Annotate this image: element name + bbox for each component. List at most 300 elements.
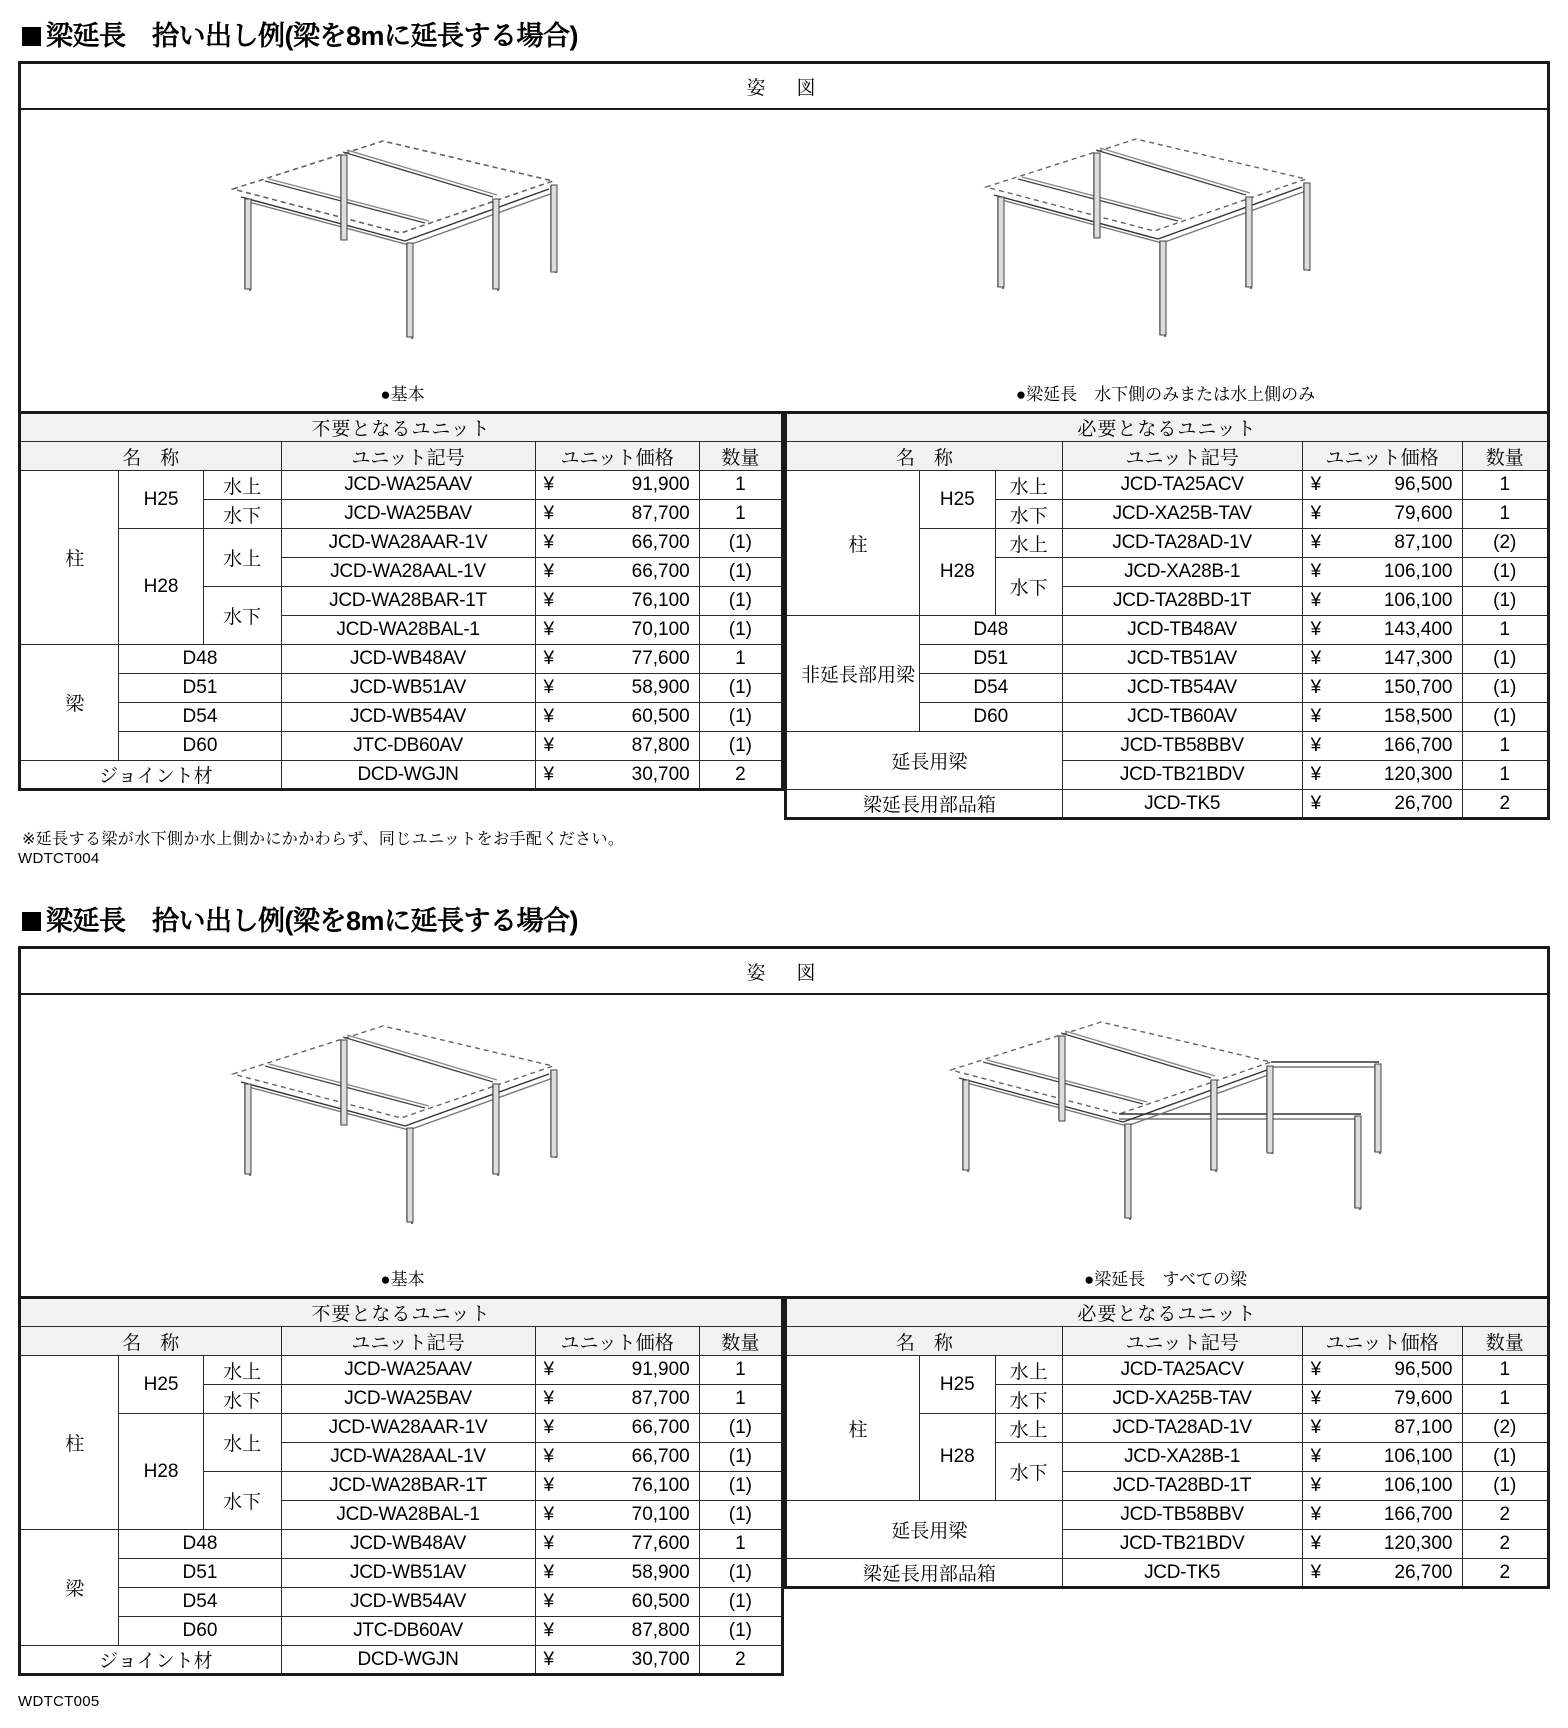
unit-code: JCD-TB48AV bbox=[1062, 616, 1302, 645]
table-row bbox=[786, 1559, 1549, 1588]
unit-price bbox=[1302, 1385, 1462, 1414]
table-row-filler bbox=[786, 1614, 1549, 1640]
price-value: 106,100 bbox=[1383, 1475, 1453, 1496]
section-1-title bbox=[0, 0, 1568, 61]
unit-price bbox=[1302, 703, 1462, 732]
size-label: H28 bbox=[920, 1414, 996, 1501]
yen-sign: ¥ bbox=[1310, 764, 1322, 785]
yen-sign: ¥ bbox=[543, 1359, 555, 1380]
yen-sign: ¥ bbox=[1310, 648, 1322, 669]
unit-code: JCD-XA28B-1 bbox=[1062, 1443, 1302, 1472]
unit-price bbox=[535, 1356, 699, 1385]
unit-price bbox=[535, 558, 699, 587]
yen-sign: ¥ bbox=[543, 619, 555, 640]
section-2-right-table-wrap bbox=[784, 1296, 1550, 1692]
unit-code: JCD-WA28AAL-1V bbox=[281, 1443, 535, 1472]
price-value: 166,700 bbox=[1383, 1504, 1453, 1525]
unit-qty: 1 bbox=[699, 1530, 782, 1559]
section-2-drawing-body bbox=[21, 995, 1547, 1263]
unit-qty: (1) bbox=[699, 1414, 782, 1443]
section-2-drawing-header: 姿 図 bbox=[21, 949, 1547, 995]
yen-sign: ¥ bbox=[543, 1648, 555, 1670]
unit-price bbox=[535, 674, 699, 703]
yen-sign: ¥ bbox=[1310, 532, 1322, 553]
section-1-right-table-wrap bbox=[784, 411, 1550, 820]
unit-qty: (1) bbox=[699, 1501, 782, 1530]
section-2-left-table-wrap bbox=[18, 1296, 784, 1692]
unit-code: JCD-WA28BAL-1 bbox=[281, 1501, 535, 1530]
unit-qty: (1) bbox=[699, 703, 782, 732]
yen-sign: ¥ bbox=[543, 474, 555, 495]
yen-sign: ¥ bbox=[543, 706, 555, 727]
unit-qty: 1 bbox=[699, 471, 782, 500]
table-row bbox=[20, 1617, 783, 1646]
table-row bbox=[20, 529, 783, 558]
bullet-square-icon bbox=[22, 27, 41, 46]
unit-qty: (1) bbox=[1462, 674, 1549, 703]
unit-price bbox=[1302, 616, 1462, 645]
size-label: H25 bbox=[119, 471, 203, 529]
price-value: 91,900 bbox=[631, 1359, 690, 1380]
group-label: 延長用梁 bbox=[786, 1501, 1063, 1559]
carport-basic-isometric-icon bbox=[193, 119, 613, 369]
table-band-row bbox=[20, 413, 783, 442]
unit-qty: (1) bbox=[699, 1559, 782, 1588]
section-1-tables bbox=[18, 411, 1550, 820]
col-name: 名 称 bbox=[20, 1327, 282, 1356]
price-value: 76,100 bbox=[631, 1475, 690, 1496]
table-column-header-row bbox=[786, 442, 1549, 471]
unit-code: JCD-WA28BAL-1 bbox=[281, 616, 535, 645]
price-value: 96,500 bbox=[1394, 474, 1453, 495]
unit-code: JCD-WA28BAR-1T bbox=[281, 587, 535, 616]
col-price: ユニット価格 bbox=[535, 442, 699, 471]
size-label: D48 bbox=[119, 1530, 281, 1559]
price-value: 166,700 bbox=[1383, 735, 1453, 756]
yen-sign: ¥ bbox=[1310, 1561, 1322, 1583]
price-value: 120,300 bbox=[1383, 764, 1453, 785]
table-row bbox=[786, 471, 1549, 500]
filler-cell bbox=[786, 1588, 1549, 1614]
group-label: 延長用梁 bbox=[786, 732, 1063, 790]
size-label: D51 bbox=[119, 674, 281, 703]
section-2-doc-code: WDTCT005 bbox=[18, 1692, 100, 1710]
unit-price bbox=[535, 1559, 699, 1588]
caption-extended-2: ●梁延長 すべての梁 bbox=[1084, 1270, 1247, 1289]
unit-price bbox=[535, 645, 699, 674]
sub-label: 水下 bbox=[995, 1443, 1062, 1501]
unit-code: JCD-TB21BDV bbox=[1062, 761, 1302, 790]
unit-code: JCD-WA25BAV bbox=[281, 1385, 535, 1414]
yen-sign: ¥ bbox=[543, 735, 555, 756]
unit-qty: 1 bbox=[1462, 1385, 1549, 1414]
unit-price bbox=[1302, 790, 1462, 819]
size-label: D60 bbox=[119, 1617, 281, 1646]
unit-qty: (1) bbox=[1462, 1443, 1549, 1472]
sub-label: 水下 bbox=[203, 1385, 281, 1414]
yen-sign: ¥ bbox=[1310, 1417, 1322, 1438]
table-column-header-row bbox=[786, 1327, 1549, 1356]
price-value: 79,600 bbox=[1394, 1388, 1453, 1409]
unit-price bbox=[535, 1443, 699, 1472]
sub-label: 水下 bbox=[995, 1385, 1062, 1414]
yen-sign: ¥ bbox=[1310, 503, 1322, 524]
carport-beam-extension-isometric-icon bbox=[956, 119, 1376, 369]
group-label: 梁 bbox=[20, 645, 119, 761]
yen-sign: ¥ bbox=[543, 1504, 555, 1525]
unit-qty: 1 bbox=[1462, 471, 1549, 500]
size-label: D48 bbox=[920, 616, 1063, 645]
col-name: 名 称 bbox=[786, 1327, 1063, 1356]
unit-code: JCD-TB51AV bbox=[1062, 645, 1302, 674]
price-value: 60,500 bbox=[631, 706, 690, 727]
unit-price bbox=[1302, 761, 1462, 790]
unit-code: JCD-TK5 bbox=[1062, 1559, 1302, 1588]
unit-code: JCD-TK5 bbox=[1062, 790, 1302, 819]
table-row bbox=[786, 616, 1549, 645]
unnecessary-units-table-1 bbox=[18, 411, 784, 791]
unit-price bbox=[535, 732, 699, 761]
price-value: 120,300 bbox=[1383, 1533, 1453, 1554]
unnecessary-units-table-2 bbox=[18, 1296, 784, 1676]
yen-sign: ¥ bbox=[543, 561, 555, 582]
unit-code: JCD-TB58BBV bbox=[1062, 732, 1302, 761]
unit-qty: 2 bbox=[1462, 1501, 1549, 1530]
unit-qty: (1) bbox=[1462, 1472, 1549, 1501]
unit-qty: (1) bbox=[699, 1617, 782, 1646]
unit-price bbox=[535, 471, 699, 500]
band-label: 不要となるユニット bbox=[20, 413, 783, 442]
price-value: 66,700 bbox=[631, 1417, 690, 1438]
sub-label: 水上 bbox=[995, 1356, 1062, 1385]
price-value: 60,500 bbox=[631, 1591, 690, 1612]
col-qty: 数量 bbox=[1462, 442, 1549, 471]
unit-qty: (1) bbox=[699, 732, 782, 761]
section-1-left-table-wrap bbox=[18, 411, 784, 820]
yen-sign: ¥ bbox=[1310, 677, 1322, 698]
yen-sign: ¥ bbox=[1310, 474, 1322, 495]
yen-sign: ¥ bbox=[543, 1475, 555, 1496]
unit-qty: 1 bbox=[1462, 732, 1549, 761]
yen-sign: ¥ bbox=[1310, 706, 1322, 727]
group-label: 柱 bbox=[20, 1356, 119, 1530]
sub-label: 水下 bbox=[203, 587, 281, 645]
table-band-row bbox=[20, 1298, 783, 1327]
size-label: H28 bbox=[119, 529, 203, 645]
diagram-extended-all-2 bbox=[784, 995, 1547, 1263]
unit-qty: (1) bbox=[699, 529, 782, 558]
unit-code: DCD-WGJN bbox=[281, 761, 535, 790]
unit-price bbox=[1302, 1472, 1462, 1501]
required-units-table-2 bbox=[784, 1296, 1550, 1692]
unit-qty: (1) bbox=[699, 558, 782, 587]
unit-price bbox=[1302, 645, 1462, 674]
group-label: 非延長部用梁 bbox=[786, 616, 920, 732]
unit-qty: 2 bbox=[699, 1646, 782, 1675]
unit-code: JCD-TB58BBV bbox=[1062, 1501, 1302, 1530]
group-label: 梁延長用部品箱 bbox=[786, 790, 1063, 819]
price-value: 58,900 bbox=[631, 1562, 690, 1583]
price-value: 70,100 bbox=[631, 619, 690, 640]
sub-label: 水上 bbox=[995, 529, 1062, 558]
bullet-square-icon bbox=[22, 912, 41, 931]
unit-code: JCD-TB60AV bbox=[1062, 703, 1302, 732]
sub-label: 水下 bbox=[203, 1472, 281, 1530]
unit-price bbox=[1302, 529, 1462, 558]
price-value: 87,100 bbox=[1394, 1417, 1453, 1438]
group-label: 柱 bbox=[20, 471, 119, 645]
section-2 bbox=[0, 885, 1568, 1728]
unit-qty: 1 bbox=[1462, 500, 1549, 529]
unit-code: JTC-DB60AV bbox=[281, 1617, 535, 1646]
section-1-title-text: 梁延長 拾い出し例(梁を8mに延長する場合) bbox=[46, 21, 579, 51]
sub-label: 水上 bbox=[995, 1414, 1062, 1443]
unit-price bbox=[1302, 471, 1462, 500]
section-1-footnote: ※延長する梁が水下側か水上側かにかかわらず、同じユニットをお手配ください。 bbox=[22, 831, 625, 848]
unit-code: JCD-TB54AV bbox=[1062, 674, 1302, 703]
unit-code: JCD-XA25B-TAV bbox=[1062, 500, 1302, 529]
unit-price bbox=[535, 616, 699, 645]
unit-price bbox=[1302, 587, 1462, 616]
section-2-title bbox=[0, 885, 1568, 946]
sub-label: 水下 bbox=[995, 558, 1062, 616]
unit-price bbox=[535, 1385, 699, 1414]
unit-price bbox=[1302, 558, 1462, 587]
size-label: D48 bbox=[119, 645, 281, 674]
yen-sign: ¥ bbox=[543, 532, 555, 553]
unit-qty: (2) bbox=[1462, 1414, 1549, 1443]
price-value: 96,500 bbox=[1394, 1359, 1453, 1380]
unit-qty: 2 bbox=[1462, 790, 1549, 819]
price-value: 70,100 bbox=[631, 1504, 690, 1525]
sub-label: 水上 bbox=[203, 1356, 281, 1385]
unit-code: JCD-WB54AV bbox=[281, 1588, 535, 1617]
unit-price bbox=[535, 529, 699, 558]
unit-price bbox=[1302, 674, 1462, 703]
price-value: 87,700 bbox=[631, 503, 690, 524]
unit-code: JCD-WA25AAV bbox=[281, 1356, 535, 1385]
sub-label: 水上 bbox=[203, 1414, 281, 1472]
unit-qty: (1) bbox=[1462, 587, 1549, 616]
group-label: ジョイント材 bbox=[20, 761, 282, 790]
unit-qty: 1 bbox=[699, 500, 782, 529]
caption-basic-2: ●基本 bbox=[380, 1270, 425, 1289]
price-value: 147,300 bbox=[1383, 648, 1453, 669]
group-label: 柱 bbox=[786, 471, 920, 616]
unit-price bbox=[1302, 1414, 1462, 1443]
yen-sign: ¥ bbox=[1310, 735, 1322, 756]
yen-sign: ¥ bbox=[543, 1533, 555, 1554]
table-row bbox=[20, 1356, 783, 1385]
section-1-drawing-body bbox=[21, 110, 1547, 378]
table-row bbox=[20, 1414, 783, 1443]
col-qty: 数量 bbox=[699, 1327, 782, 1356]
group-label: 柱 bbox=[786, 1356, 920, 1501]
group-label: 梁延長用部品箱 bbox=[786, 1559, 1063, 1588]
price-value: 26,700 bbox=[1394, 1561, 1453, 1583]
unit-price bbox=[535, 1414, 699, 1443]
size-label: H28 bbox=[119, 1414, 203, 1530]
price-value: 106,100 bbox=[1383, 1446, 1453, 1467]
unit-code: JCD-WB48AV bbox=[281, 645, 535, 674]
price-value: 66,700 bbox=[631, 1446, 690, 1467]
unit-code: JCD-WA28AAL-1V bbox=[281, 558, 535, 587]
band-label: 不要となるユニット bbox=[20, 1298, 783, 1327]
table-column-header-row bbox=[20, 442, 783, 471]
table-row bbox=[20, 674, 783, 703]
col-name: 名 称 bbox=[20, 442, 282, 471]
unit-price bbox=[1302, 1443, 1462, 1472]
filler-cell bbox=[786, 1640, 1549, 1666]
unit-code: JCD-TA28BD-1T bbox=[1062, 1472, 1302, 1501]
yen-sign: ¥ bbox=[1310, 1533, 1322, 1554]
yen-sign: ¥ bbox=[1310, 1475, 1322, 1496]
unit-qty: (1) bbox=[699, 587, 782, 616]
unit-price bbox=[535, 1617, 699, 1646]
section-2-diagram-captions bbox=[21, 1263, 1547, 1296]
unit-price bbox=[535, 703, 699, 732]
carport-all-beams-extended-isometric-icon bbox=[931, 1004, 1401, 1254]
price-value: 158,500 bbox=[1383, 706, 1453, 727]
col-price: ユニット価格 bbox=[535, 1327, 699, 1356]
table-row bbox=[20, 645, 783, 674]
price-value: 76,100 bbox=[631, 590, 690, 611]
table-row bbox=[786, 1356, 1549, 1385]
unit-price bbox=[535, 1472, 699, 1501]
required-units-table-1 bbox=[784, 411, 1550, 820]
yen-sign: ¥ bbox=[543, 648, 555, 669]
yen-sign: ¥ bbox=[543, 1562, 555, 1583]
price-value: 87,800 bbox=[631, 735, 690, 756]
table-row bbox=[20, 1646, 783, 1675]
unit-price bbox=[535, 500, 699, 529]
section-1-diagram-captions bbox=[21, 378, 1547, 411]
price-value: 77,600 bbox=[631, 648, 690, 669]
unit-code: JTC-DB60AV bbox=[281, 732, 535, 761]
yen-sign: ¥ bbox=[543, 1417, 555, 1438]
unit-qty: (1) bbox=[1462, 558, 1549, 587]
unit-qty: 2 bbox=[1462, 1530, 1549, 1559]
table-row bbox=[20, 1559, 783, 1588]
diagram-extended-1 bbox=[784, 110, 1547, 378]
unit-qty: (1) bbox=[699, 1443, 782, 1472]
size-label: H25 bbox=[920, 1356, 996, 1414]
price-value: 150,700 bbox=[1383, 677, 1453, 698]
unit-code: JCD-WA28AAR-1V bbox=[281, 1414, 535, 1443]
table-row bbox=[20, 761, 783, 790]
size-label: D54 bbox=[119, 703, 281, 732]
section-1-drawing-panel bbox=[18, 61, 1550, 411]
table-column-header-row bbox=[20, 1327, 783, 1356]
group-label: 梁 bbox=[20, 1530, 119, 1646]
table-row bbox=[20, 703, 783, 732]
yen-sign: ¥ bbox=[543, 1388, 555, 1409]
size-label: D60 bbox=[119, 732, 281, 761]
table-band-row bbox=[786, 1298, 1549, 1327]
unit-price bbox=[535, 1530, 699, 1559]
filler-cell bbox=[786, 1614, 1549, 1640]
unit-code: JCD-TA28AD-1V bbox=[1062, 1414, 1302, 1443]
table-band-row bbox=[786, 413, 1549, 442]
unit-price bbox=[535, 761, 699, 790]
carport-basic-isometric-icon bbox=[193, 1004, 613, 1254]
price-value: 87,700 bbox=[631, 1388, 690, 1409]
col-name: 名 称 bbox=[786, 442, 1063, 471]
yen-sign: ¥ bbox=[1310, 561, 1322, 582]
yen-sign: ¥ bbox=[1310, 1446, 1322, 1467]
unit-qty: 1 bbox=[699, 645, 782, 674]
unit-code: JCD-XA25B-TAV bbox=[1062, 1385, 1302, 1414]
sub-label: 水下 bbox=[995, 500, 1062, 529]
unit-price bbox=[1302, 1559, 1462, 1588]
unit-code: JCD-TA25ACV bbox=[1062, 1356, 1302, 1385]
unit-qty: (1) bbox=[699, 1588, 782, 1617]
table-row bbox=[20, 1588, 783, 1617]
unit-code: JCD-WB51AV bbox=[281, 1559, 535, 1588]
sub-label: 水下 bbox=[203, 500, 281, 529]
price-value: 30,700 bbox=[631, 1648, 690, 1670]
size-label: H25 bbox=[119, 1356, 203, 1414]
size-label: H28 bbox=[920, 529, 996, 616]
caption-extended-1: ●梁延長 水下側のみまたは水上側のみ bbox=[1015, 385, 1316, 404]
col-qty: 数量 bbox=[1462, 1327, 1549, 1356]
sub-label: 水上 bbox=[995, 471, 1062, 500]
price-value: 87,800 bbox=[631, 1620, 690, 1641]
price-value: 106,100 bbox=[1383, 590, 1453, 611]
size-label: D60 bbox=[920, 703, 1063, 732]
band-label: 必要となるユニット bbox=[786, 413, 1549, 442]
col-code: ユニット記号 bbox=[1062, 442, 1302, 471]
unit-code: JCD-WA25BAV bbox=[281, 500, 535, 529]
yen-sign: ¥ bbox=[543, 503, 555, 524]
price-value: 66,700 bbox=[631, 561, 690, 582]
unit-code: JCD-WA28BAR-1T bbox=[281, 1472, 535, 1501]
yen-sign: ¥ bbox=[543, 763, 555, 785]
unit-code: JCD-WA25AAV bbox=[281, 471, 535, 500]
size-label: D54 bbox=[119, 1588, 281, 1617]
section-2-title-text: 梁延長 拾い出し例(梁を8mに延長する場合) bbox=[46, 906, 579, 936]
col-qty: 数量 bbox=[699, 442, 782, 471]
yen-sign: ¥ bbox=[1310, 792, 1322, 814]
table-row bbox=[20, 732, 783, 761]
filler-cell bbox=[786, 1666, 1549, 1692]
price-value: 66,700 bbox=[631, 532, 690, 553]
yen-sign: ¥ bbox=[543, 677, 555, 698]
unit-price bbox=[1302, 1530, 1462, 1559]
unit-price bbox=[1302, 1501, 1462, 1530]
diagram-basic-1 bbox=[21, 110, 784, 378]
unit-qty: 2 bbox=[1462, 1559, 1549, 1588]
unit-price bbox=[535, 587, 699, 616]
price-value: 26,700 bbox=[1394, 792, 1453, 814]
size-label: D51 bbox=[119, 1559, 281, 1588]
unit-code: DCD-WGJN bbox=[281, 1646, 535, 1675]
unit-code: JCD-WB51AV bbox=[281, 674, 535, 703]
price-value: 91,900 bbox=[631, 474, 690, 495]
unit-qty: 1 bbox=[1462, 616, 1549, 645]
price-value: 87,100 bbox=[1394, 532, 1453, 553]
size-label: D54 bbox=[920, 674, 1063, 703]
diagram-basic-2 bbox=[21, 995, 784, 1263]
table-row bbox=[786, 732, 1549, 761]
unit-price bbox=[535, 1501, 699, 1530]
unit-qty: (1) bbox=[699, 616, 782, 645]
section-2-tables bbox=[18, 1296, 1550, 1692]
yen-sign: ¥ bbox=[1310, 619, 1322, 640]
unit-code: JCD-WA28AAR-1V bbox=[281, 529, 535, 558]
sub-label: 水上 bbox=[203, 471, 281, 500]
size-label: D51 bbox=[920, 645, 1063, 674]
